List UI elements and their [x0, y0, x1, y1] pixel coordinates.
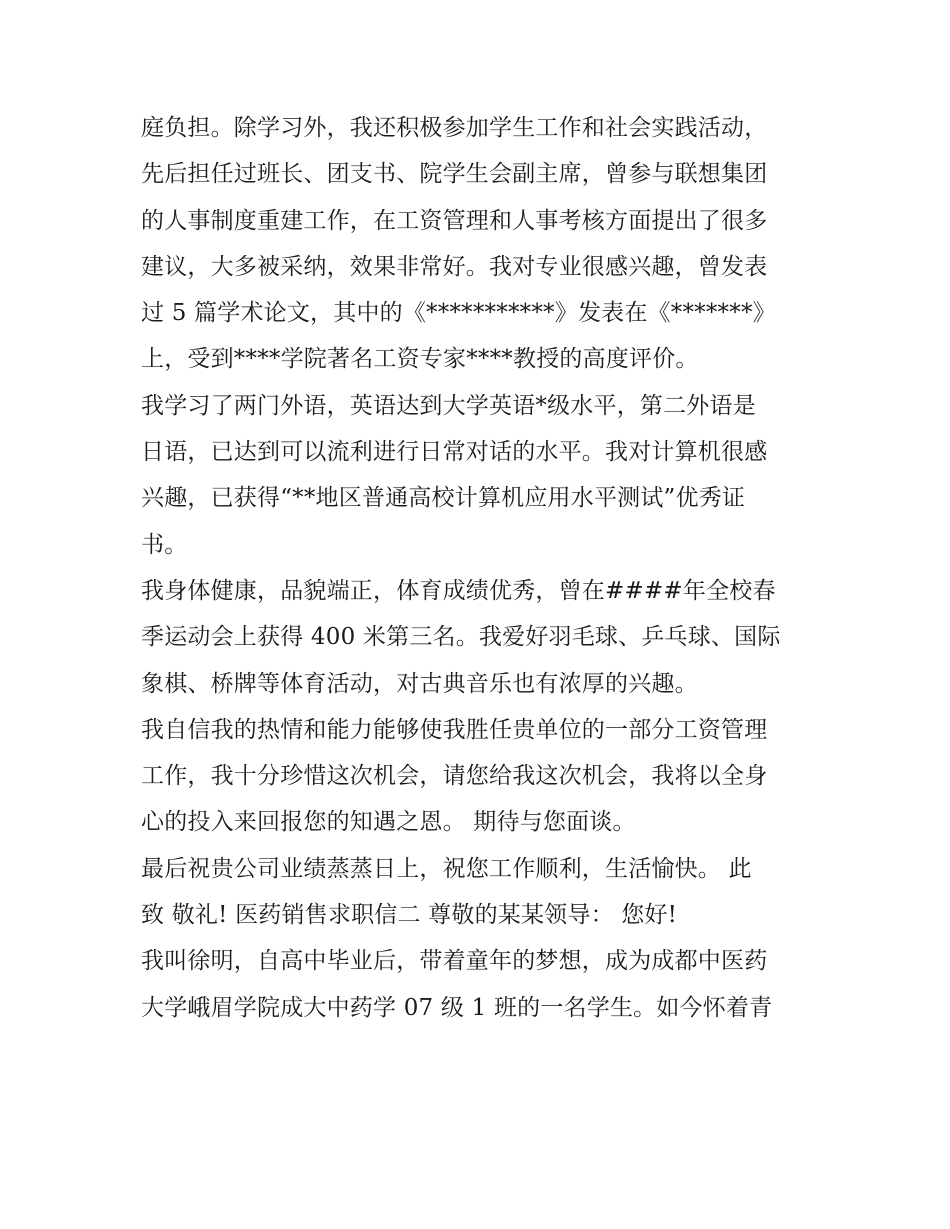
text-line: 我学习了两门外语，英语达到大学英语*级水平，第二外语是 — [141, 392, 756, 419]
text-line: 象棋、桥牌等体育活动，对古典音乐也有浓厚的兴趣。 — [141, 670, 698, 697]
text-line: 庭负担。除学习外，我还积极参加学生工作和社会实践活动， — [141, 115, 768, 141]
text-line: 兴趣，已获得“**地区普通高校计算机应用水平测试”优秀证 — [141, 485, 746, 512]
text-line: 我身体健康，品貌端正，体育成绩优秀，曾在####年全校春 — [141, 577, 776, 604]
text-line: 我叫徐明，自高中毕业后，带着童年的梦想，成为成都中医药 — [141, 948, 768, 975]
text-line: 先后担任过班长、团支书、院学生会副主席，曾参与联想集团 — [141, 161, 768, 188]
text-line: 的人事制度重建工作，在工资管理和人事考核方面提出了很多 — [141, 207, 768, 234]
text-line: 过 5 篇学术论文，其中的《***********》发表在《*******》 — [141, 300, 776, 327]
text-line: 书。 — [141, 531, 188, 558]
text-line: 上，受到****学院著名工资专家****教授的高度评价。 — [141, 346, 699, 373]
text-line: 我自信我的热情和能力能够使我胜任贵单位的一部分工资管理 — [141, 716, 768, 743]
text-line: 最后祝贵公司业绩蒸蒸日上，祝您工作顺利，生活愉快。 此 — [141, 855, 752, 882]
text-line: 季运动会上获得 400 米第三名。我爱好羽毛球、乒乓球、国际 — [141, 624, 781, 651]
body-text — [141, 105, 821, 1031]
text-line: 日语，已达到可以流利进行日常对话的水平。我对计算机很感 — [141, 439, 768, 466]
text-line: 工作，我十分珍惜这次机会，请您给我这次机会，我将以全身 — [141, 763, 768, 790]
text-line: 致 敬礼! 医药销售求职信二 尊敬的某某领导： 您好! — [141, 902, 678, 929]
text-line: 心的投入来回报您的知遇之恩。 期待与您面谈。 — [141, 809, 636, 836]
text-line: 建议，大多被采纳，效果非常好。我对专业很感兴趣，曾发表 — [141, 253, 768, 280]
text-line: 大学峨眉学院成大中药学 07 级 1 班的一名学生。如今怀着青 — [141, 994, 773, 1021]
